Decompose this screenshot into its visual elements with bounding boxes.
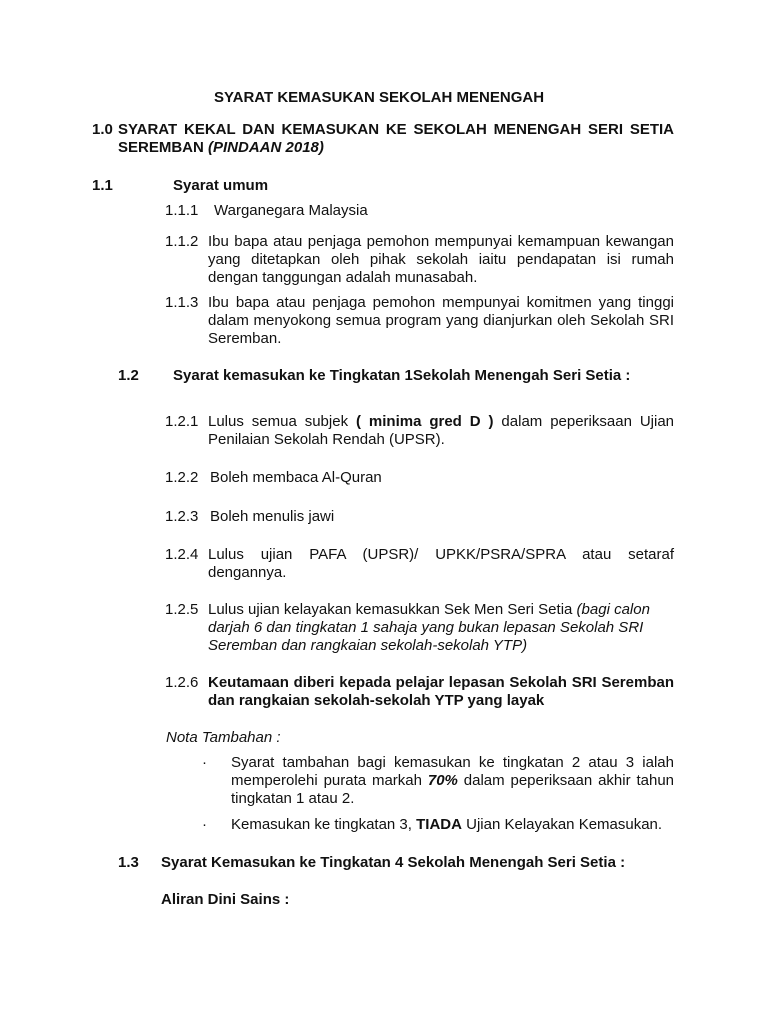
item-1-2-1-post: dalam peperiksaan Ujian Penilaian Sekolah Rendah (UPSR). (208, 413, 675, 448)
section-1-1-number: 1.1 (92, 177, 113, 194)
note-1-pre: Syarat tambahan bagi kemasukan ke tingkatan 2 atau 3 ialah memperolehi purata markah (231, 754, 674, 789)
item-1-1-2-text: Ibu bapa atau penjaga pemohon mempunyai kemampuan kewangan yang ditetapkan oleh pihak sekolah iaitu pendapatan isi rumah dengan tanggungan adalah munasabah. (208, 233, 674, 286)
item-1-1-3-number: 1.1.3 (165, 294, 199, 311)
item-1-1-2-number: 1.1.2 (165, 233, 199, 250)
note-2-bullet: · (202, 816, 207, 833)
section-1-amendment: (PINDAAN 2018) (208, 139, 324, 156)
item-1-2-1-bold: ( minima gred D ) (356, 413, 494, 430)
notes-heading: Nota Tambahan : (166, 729, 281, 746)
section-1-3-number: 1.3 (118, 854, 139, 871)
item-1-2-4-number: 1.2.4 (165, 546, 199, 563)
item-1-2-6-number: 1.2.6 (165, 674, 199, 691)
item-1-2-5-italic: (bagi calon darjah 6 dan tingkatan 1 sahaja yang bukan lepasan Sekolah SRI Seremban dan rangkaian sekolah-sekolah YTP) (208, 601, 650, 654)
section-1-1-heading: Syarat umum (173, 177, 269, 194)
stream-heading: Aliran Dini Sains : (161, 891, 290, 908)
note-2-bold: TIADA (416, 816, 462, 833)
section-1-2-number: 1.2 (118, 367, 139, 384)
item-1-2-2-text: Boleh membaca Al-Quran (210, 469, 382, 486)
note-1-bold: 70% (427, 772, 458, 789)
document-title: SYARAT KEMASUKAN SEKOLAH MENENGAH (214, 89, 545, 106)
item-1-2-1-text (208, 413, 674, 449)
section-1-heading-text: SYARAT KEKAL DAN KEMASUKAN KE SEKOLAH MENENGAH SERI SETIA SEREMBAN (118, 121, 674, 156)
item-1-2-3-text: Boleh menulis jawi (210, 508, 335, 525)
note-2-post: Ujian Kelayakan Kemasukan. (466, 816, 663, 833)
note-2-pre: Kemasukan ke tingkatan 3, (231, 816, 412, 833)
note-1-text (231, 754, 674, 808)
item-1-2-4-text: Lulus ujian PAFA (UPSR)/ UPKK/PSRA/SPRA atau setaraf dengannya. (208, 546, 674, 581)
item-1-2-3-number: 1.2.3 (165, 508, 199, 525)
note-2-text (231, 816, 662, 834)
item-1-1-3-text: Ibu bapa atau penjaga pemohon mempunyai komitmen yang tinggi dalam menyokong semua program yang dianjurkan oleh Sekolah SRI Seremban. (208, 294, 674, 347)
section-1-2-heading: Syarat kemasukan ke Tingkatan 1Sekolah Menengah Seri Setia : (173, 367, 631, 384)
note-1-bullet: · (202, 754, 207, 771)
item-1-2-5-main: Lulus ujian kelayakan kemasukkan Sek Men Seri Setia (208, 601, 573, 618)
note-1-post: dalam peperiksaan akhir tahun tingkatan 1 atau 2. (231, 772, 675, 807)
section-1-number: 1.0 (92, 121, 113, 138)
item-1-2-2-number: 1.2.2 (165, 469, 199, 486)
item-1-2-1-number: 1.2.1 (165, 413, 199, 430)
item-1-2-1-pre: Lulus semua subjek (208, 413, 349, 430)
item-1-2-6-text: Keutamaan diberi kepada pelajar lepasan Sekolah SRI Seremban dan rangkaian sekolah-sekolah YTP yang layak (208, 674, 674, 709)
section-1-heading (118, 121, 674, 157)
item-1-1-1-text: Warganegara Malaysia (214, 202, 368, 219)
item-1-1-1-number: 1.1.1 (165, 202, 199, 219)
section-1-3-heading: Syarat Kemasukan ke Tingkatan 4 Sekolah Menengah Seri Setia : (161, 854, 626, 871)
item-1-2-5-text (208, 601, 678, 655)
item-1-2-5-number: 1.2.5 (165, 601, 199, 618)
